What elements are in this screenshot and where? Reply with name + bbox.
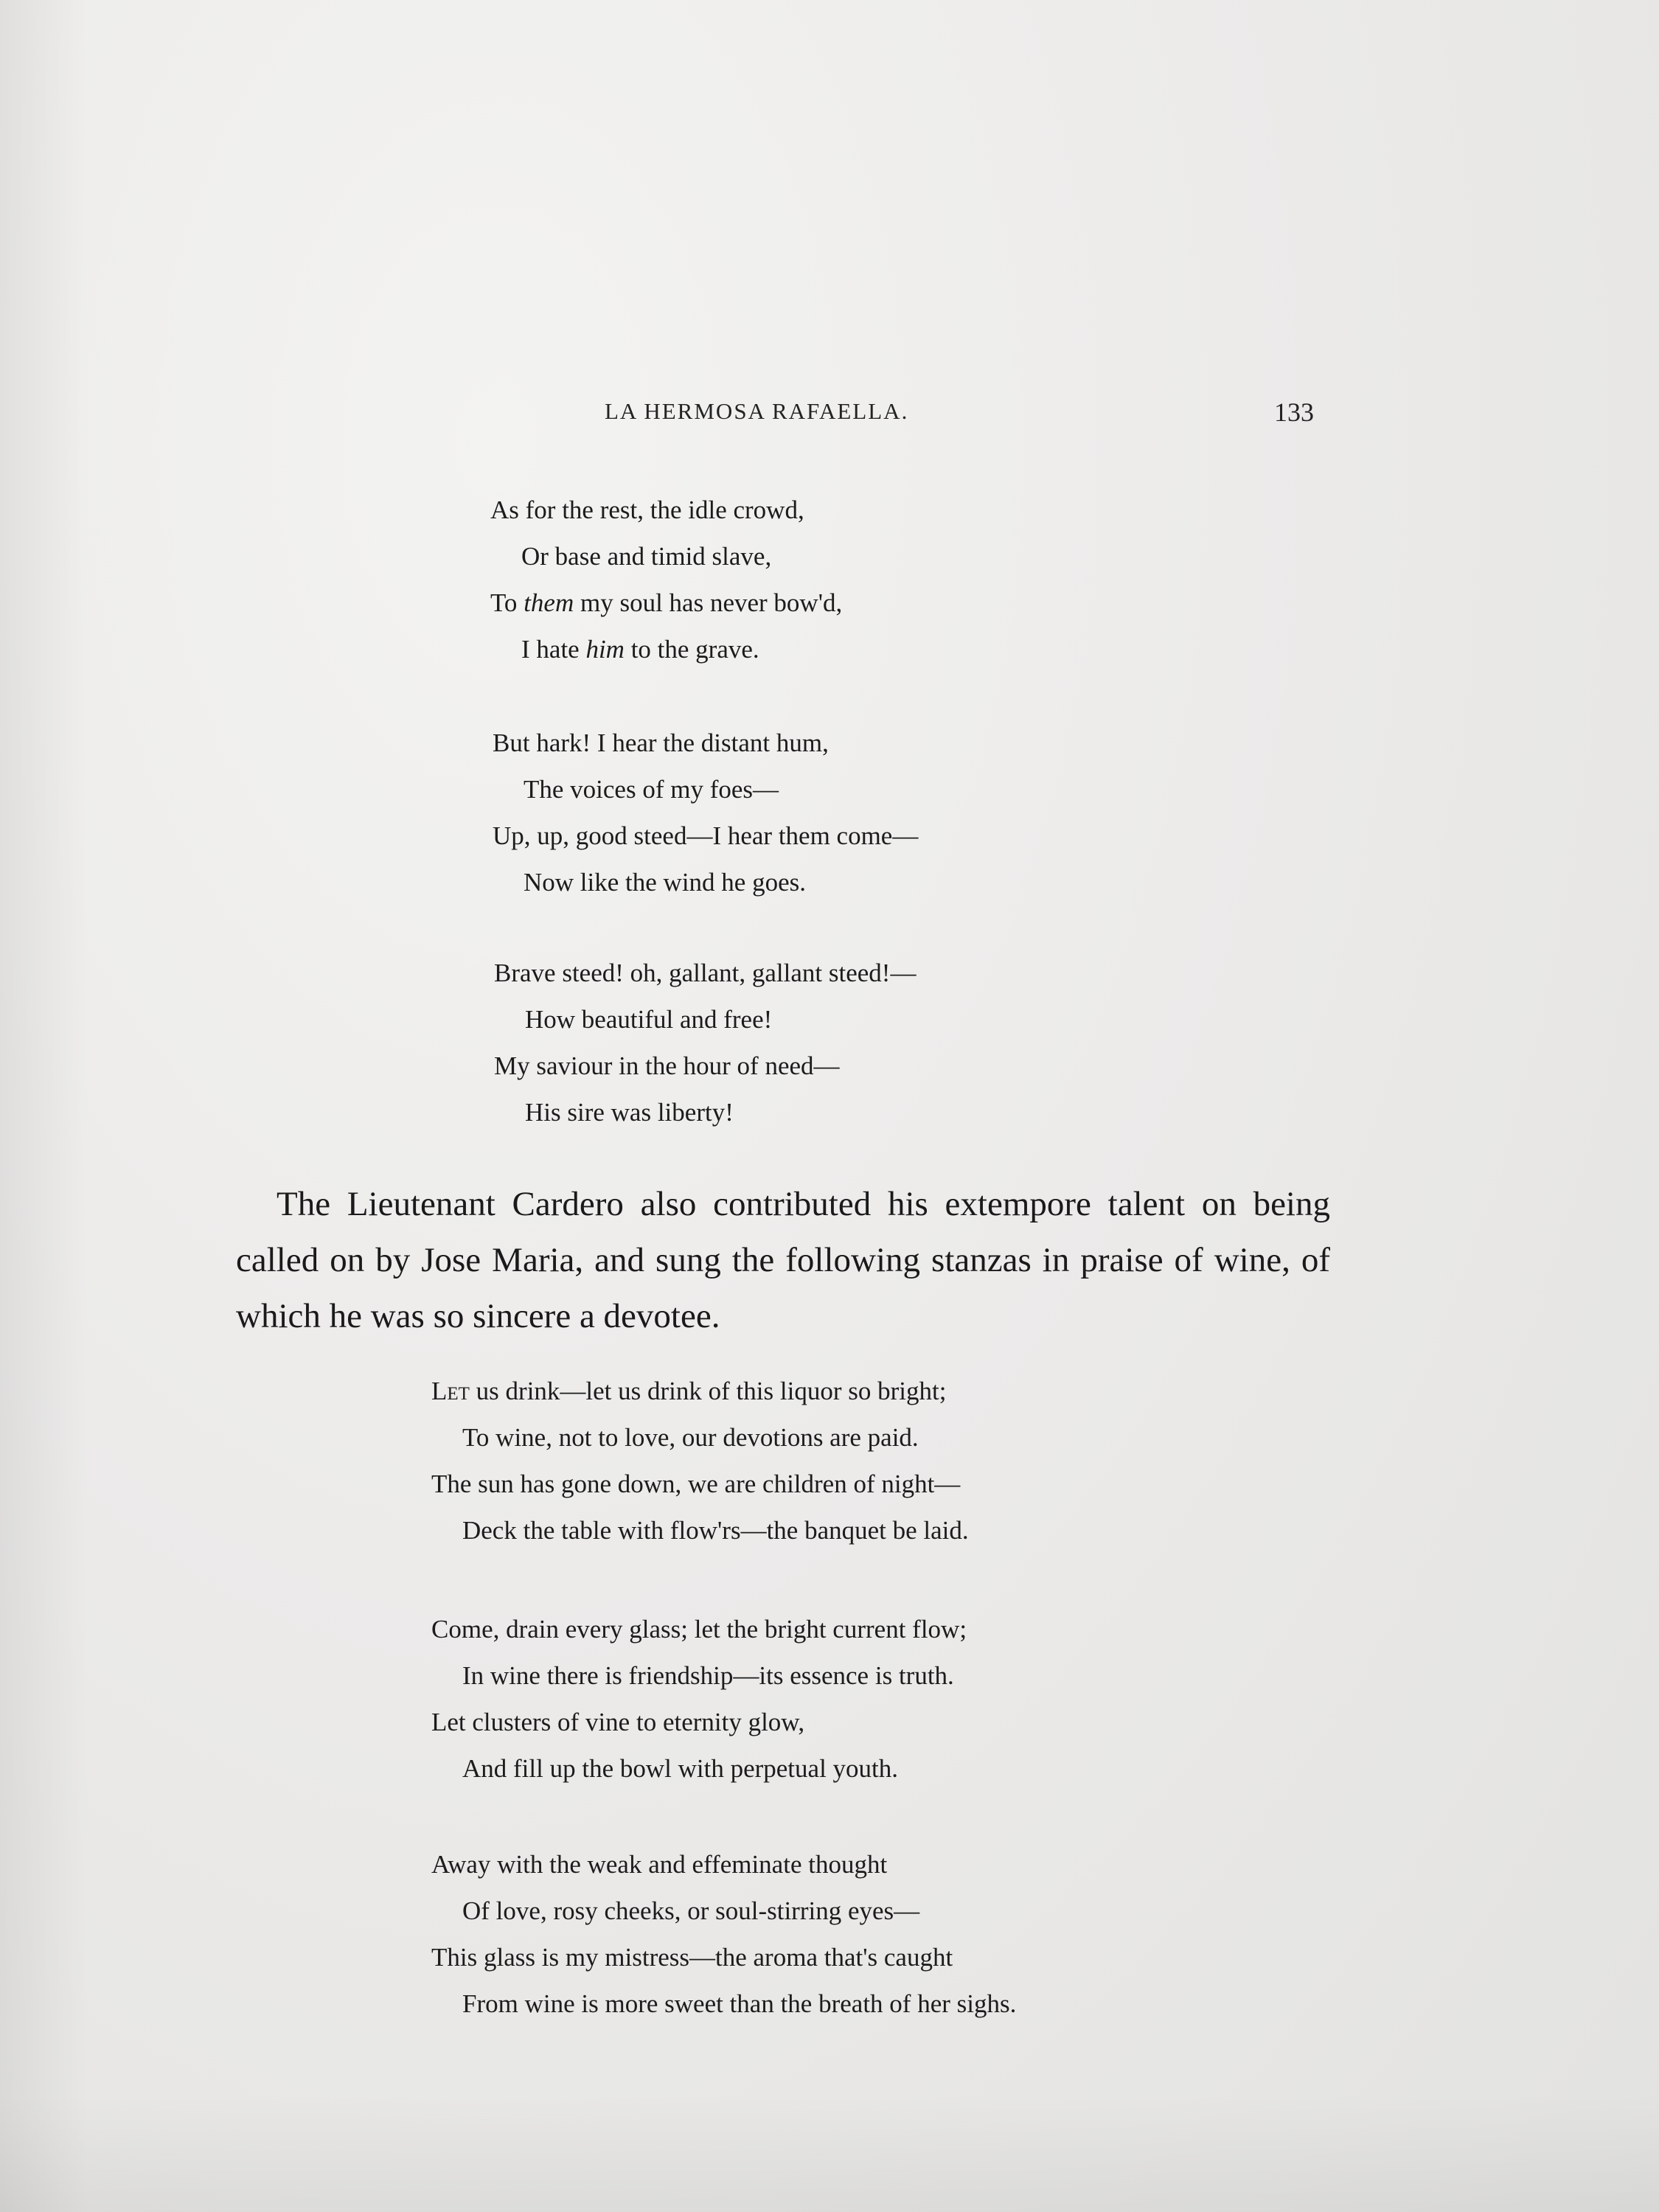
poem2-stanza-1 (431, 1368, 969, 1554)
poem-line-text: To (490, 588, 524, 617)
poem-line (490, 580, 842, 626)
poem-line: Up, up, good steed—I hear them come— (493, 821, 919, 850)
poem-line: My saviour in the hour of need— (494, 1051, 840, 1080)
poem-line: To wine, not to love, our devotions are paid. (462, 1423, 919, 1452)
poem-line: Come, drain every glass; let the bright current flow; (431, 1615, 967, 1644)
poem-line: Deck the table with flow'rs—the banquet be laid. (462, 1516, 969, 1545)
poem-line: How beautiful and free! (525, 1005, 773, 1034)
poem-line: As for the rest, the idle crowd, (490, 495, 804, 524)
paragraph-text: The Lieutenant Cardero also contributed his extempore talent on being called on by Jose Maria, and sung the following stanzas in praise of wine, of which he was so sincere a devotee. (236, 1185, 1330, 1335)
poem-line: Brave steed! oh, gallant, gallant steed!— (494, 959, 917, 987)
poem-line: Or base and timid slave, (521, 542, 772, 571)
italic-word: them (524, 588, 574, 617)
poem-line: In wine there is friendship—its essence is truth. (462, 1661, 954, 1690)
poem-line-text: I hate (521, 635, 586, 664)
poem-line: Now like the wind he goes. (524, 868, 806, 897)
page-edge-shadow (0, 0, 88, 2212)
running-title: LA HERMOSA RAFAELLA. (605, 398, 909, 424)
poem-line (490, 626, 842, 672)
page-number: 133 (1274, 397, 1314, 427)
poem-line: And fill up the bowl with perpetual youth. (462, 1754, 899, 1783)
poem2-stanza-3 (431, 1841, 1016, 2027)
poem-line: But hark! I hear the distant hum, (493, 728, 829, 757)
poem-line: Let clusters of vine to eternity glow, (431, 1708, 805, 1736)
italic-word: him (585, 635, 625, 664)
poem2-stanza-2 (431, 1606, 967, 1792)
poem-line: The voices of my foes— (524, 775, 779, 804)
poem-line-text: us drink—let us drink of this liquor so bright; (469, 1377, 947, 1405)
page-bottom-shadow (0, 2094, 1659, 2212)
poem-line: Of love, rosy cheeks, or soul-stirring eyes— (462, 1896, 920, 1925)
poem1-stanza-2 (493, 720, 918, 905)
poem1-stanza-3 (494, 950, 916, 1135)
poem-line: This glass is my mistress—the aroma that's caught (431, 1943, 953, 1972)
poem-line: From wine is more sweet than the breath of her sighs. (462, 1989, 1017, 2018)
prose-paragraph (236, 1176, 1330, 1344)
poem-line (431, 1368, 969, 1414)
poem-line-text: my soul has never bow'd, (574, 588, 843, 617)
poem-line: The sun has gone down, we are children of night— (431, 1470, 961, 1498)
poem-line: His sire was liberty! (525, 1098, 734, 1127)
small-caps-word: Let (431, 1377, 470, 1405)
poem1-stanza-1 (490, 487, 842, 672)
poem-line-text: to the grave. (624, 635, 759, 664)
poem-line: Away with the weak and effeminate thought (431, 1850, 888, 1879)
